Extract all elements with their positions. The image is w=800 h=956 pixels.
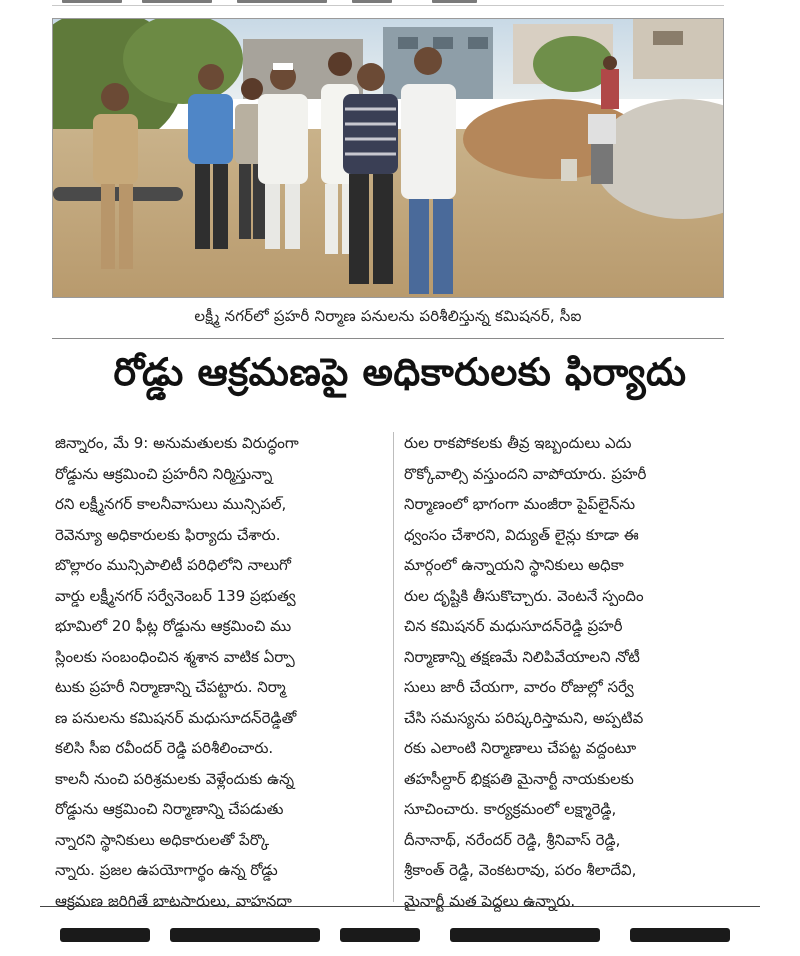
body-line: రోడ్డును ఆక్రమించి నిర్మాణాన్ని చేపడుతు	[55, 800, 284, 818]
article-body-right-column	[404, 428, 754, 916]
body-line: కలిసి సీఐ రవీందర్ రెడ్డి పరిశీలించారు.	[55, 739, 274, 757]
body-line: చిన కమిషనర్ మధుసూదన్‌రెడ్డి ప్రహరీ	[404, 617, 623, 635]
next-article-headline-fragment	[40, 916, 760, 956]
body-line: చేసి సమస్యను పరిష్కరిస్తామని, అప్పటివ	[404, 708, 644, 727]
body-line: రెవెన్యూ అధికారులకు ఫిర్యాదు చేశారు.	[55, 525, 281, 544]
body-line: స్లింలకు సంబంధించిన శ్మశాన వాటిక ఏర్పా	[55, 647, 295, 666]
body-line: నిర్మాణంలో భాగంగా మంజీరా పైప్‌లైన్‌ను	[404, 495, 636, 513]
body-line: దీనానాథ్, నరేందర్ రెడ్డి, శ్రీనివాస్ రెడ్డి,	[404, 830, 621, 849]
body-line: భూమిలో 20 ఫీట్ల రోడ్డును ఆక్రమించి ము	[55, 617, 292, 635]
caption-divider	[52, 338, 724, 339]
photo-caption: లక్ష్మీ నగర్‌లో ప్రహరీ నిర్మాణ పనులను పరిశీలిస్తున్న కమిషనర్, సీఐ	[194, 307, 582, 325]
body-line: రొక్కోవాల్సి వస్తుందని వాపోయారు. ప్రహరీ	[404, 464, 647, 483]
column-divider	[393, 432, 394, 902]
body-line: న్నారు. ప్రజల ఉపయోగార్థం ఉన్న రోడ్డు	[55, 861, 278, 879]
body-line: శ్రీకాంత్ రెడ్డి, వెంకటరావు, పరం శీలాదేవి,	[404, 861, 637, 879]
body-line: టుకు ప్రహరీ నిర్మాణాన్ని చేపట్టారు. నిర్మా	[55, 678, 286, 696]
body-line: మైనార్టీ మత పెద్దలు ఉన్నారు.	[404, 891, 576, 910]
body-line: రుల రాకపోకలకు తీవ్ర ఇబ్బందులు ఎదు	[404, 434, 632, 452]
body-line: మార్గంలో ఉన్నాయని స్థానికులు అధికా	[404, 556, 624, 574]
body-line: ఆక్రమణ జరిగితే బాటసారులు, వాహనదా	[55, 891, 292, 910]
body-line: రని లక్ష్మీనగర్ కాలనీవాసులు మున్సిపల్,	[55, 495, 287, 513]
body-line: రోడ్డును ఆక్రమించి ప్రహరీని నిర్మిస్తున్నా	[55, 464, 273, 483]
body-line: జిన్నారం, మే 9: అనుమతులకు విరుద్ధంగా	[55, 434, 299, 452]
article-body-left-column	[55, 428, 405, 916]
body-line: ణ పనులను కమిషనర్ మధుసూదన్‌రెడ్డితో	[55, 708, 297, 727]
body-line: ధ్వంసం చేశారని, విద్యుత్ లైన్లు కూడా ఈ	[404, 525, 639, 544]
article-headline: రోడ్డు ఆక్రమణపై అధికారులకు ఫిర్యాదు	[113, 350, 687, 394]
body-line: రకు ఎలాంటి నిర్మాణాలు చేపట్ట వద్దంటూ	[404, 739, 637, 757]
article-bottom-rule	[40, 906, 760, 907]
body-line: కాలనీ నుంచి పరిశ్రమలకు వెళ్లేందుకు ఉన్న	[55, 769, 295, 788]
previous-article-remnant	[52, 0, 724, 6]
body-line: వార్డు లక్ష్మీనగర్ సర్వేనెంబర్ 139 ప్రభుత్వ	[55, 586, 296, 605]
body-line: న్నారని స్థానికులు అధికారులతో పేర్కొ	[55, 830, 270, 849]
body-line: నిర్మాణాన్ని తక్షణమే నిలిపివేయాలని నోటీ	[404, 647, 640, 666]
body-line: సూచించారు. కార్యక్రమంలో లక్ష్మారెడ్డి,	[404, 800, 617, 818]
body-line: బొల్లారం మున్సిపాలిటీ పరిధిలోని నాలుగో	[55, 556, 291, 574]
body-line: సులు జారీ చేయగా, వారం రోజుల్లో సర్వే	[404, 678, 634, 696]
body-line: రుల దృష్టికి తీసుకొచ్చారు. వెంటనే స్పందిం	[404, 586, 644, 605]
news-photo	[52, 18, 724, 298]
body-line: తహసీల్దార్ భిక్షపతి మైనార్టీ నాయకులకు	[404, 769, 634, 788]
